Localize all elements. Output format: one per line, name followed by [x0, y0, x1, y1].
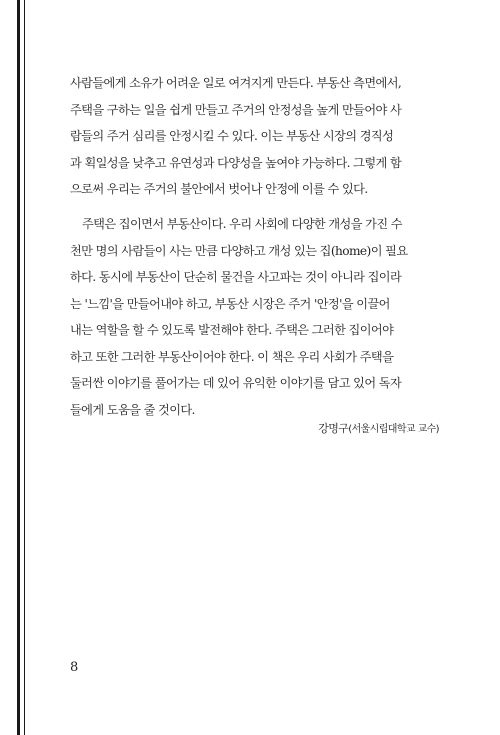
paragraph-line: 하다. 동시에 부동산이 단순히 물건을 사고파는 것이 아니라 집이라	[70, 270, 402, 284]
paragraph-line: 는 '느낌'을 만들어내야 하고, 부동산 시장은 주거 '안정'을 이끌어	[70, 296, 390, 311]
spine-rule-thick	[17, 0, 20, 735]
author-affiliation: (서울시립대학교 교수)	[348, 424, 439, 435]
paragraph-line: 주택을 구하는 일을 쉽게 만들고 주거의 안정성을 높게 만들어야 사	[70, 102, 402, 117]
page-number: 8	[70, 660, 79, 675]
paragraph-line: 람들의 주거 심리를 안정시킬 수 있다. 이는 부동산 시장의 경직성	[70, 129, 394, 143]
author-name: 강명구	[318, 422, 349, 435]
paragraph-line: 사람들에게 소유가 어려운 일로 여겨지게 만든다. 부동산 측면에서,	[70, 76, 402, 90]
paragraph-line: 천만 명의 사람들이 사는 만큼 다양하고 개성 있는 집(home)이 필요	[70, 243, 408, 258]
paragraph-line: 들에게 도움을 줄 것이다.	[70, 402, 195, 417]
paragraph-line: 둘러싼 이야기를 풀어가는 데 있어 유익한 이야기를 담고 있어 독자	[70, 376, 402, 390]
paragraph-line: 내는 역할을 할 수 있도록 발전해야 한다. 주택은 그러한 집이어야	[70, 323, 394, 337]
paragraph-2	[70, 211, 450, 423]
paragraph-line: 과 획일성을 낮추고 유연성과 다양성을 높여야 가능하다. 그렇게 함	[70, 155, 402, 170]
paragraph-1	[70, 70, 450, 203]
paragraph-line: 으로써 우리는 주거의 불안에서 벗어나 안정에 이를 수 있다.	[70, 182, 368, 196]
paragraph-line: 주택은 집이면서 부동산이다. 우리 사회에 다양한 개성을 가진 수	[82, 217, 402, 231]
paragraph-line: 하고 또한 그러한 부동산이어야 한다. 이 책은 우리 사회가 주택을	[70, 349, 394, 364]
author-credit	[318, 420, 439, 436]
spine-rule-thin	[24, 0, 25, 735]
